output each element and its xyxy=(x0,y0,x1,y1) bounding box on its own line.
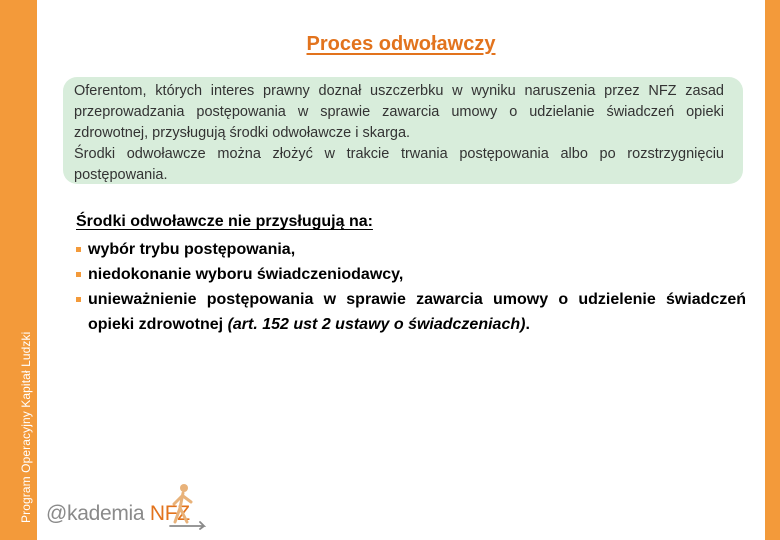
info-text xyxy=(74,81,724,186)
page-title: Proces odwoławczy xyxy=(306,33,496,55)
list-item xyxy=(76,287,746,337)
list-item xyxy=(76,237,746,262)
bullet-icon xyxy=(76,247,81,252)
program-label: Program Operacyjny Kapitał Ludzki xyxy=(19,331,33,523)
bullet-icon xyxy=(76,272,81,277)
list-item-suffix: . xyxy=(525,316,530,333)
legal-citation: (art. 152 ust 2 ustawy o świadczeniach) xyxy=(227,316,526,333)
info-paragraph-1: Oferentom, których interes prawny doznał uszczerbku w wyniku naruszenia przez NFZ zasad przeprowadzania postępowania w sprawie zawarcia umowy o udzielanie świadczeń opieki zdrowotnej, przysługują środki odwoławcze i skarga. xyxy=(74,83,724,141)
section-heading: Środki odwoławcze nie przysługują na: xyxy=(76,213,373,230)
list-item-text: niedokonanie wyboru świadczeniodawcy, xyxy=(88,266,404,283)
exclusions-list xyxy=(76,237,746,337)
logo-text-akademia: @kademia xyxy=(46,502,145,525)
left-accent-bar xyxy=(0,0,37,540)
bullet-icon xyxy=(76,297,81,302)
akademia-nfz-logo xyxy=(42,480,210,532)
walking-figure-icon xyxy=(168,482,208,530)
list-item-text: unieważnienie postępowania w sprawie zawarcia umowy o udzielenie świadczeń opieki zdrowotnej xyxy=(88,291,746,333)
info-paragraph-2: Środki odwoławcze można złożyć w trakcie trwania postępowania albo po rozstrzygnięciu postępowania. xyxy=(74,146,724,183)
right-accent-bar xyxy=(765,0,780,540)
list-item xyxy=(76,262,746,287)
logo-text-nfz: NFZ xyxy=(144,502,190,525)
list-item-text: wybór trybu postępowania, xyxy=(88,241,296,258)
